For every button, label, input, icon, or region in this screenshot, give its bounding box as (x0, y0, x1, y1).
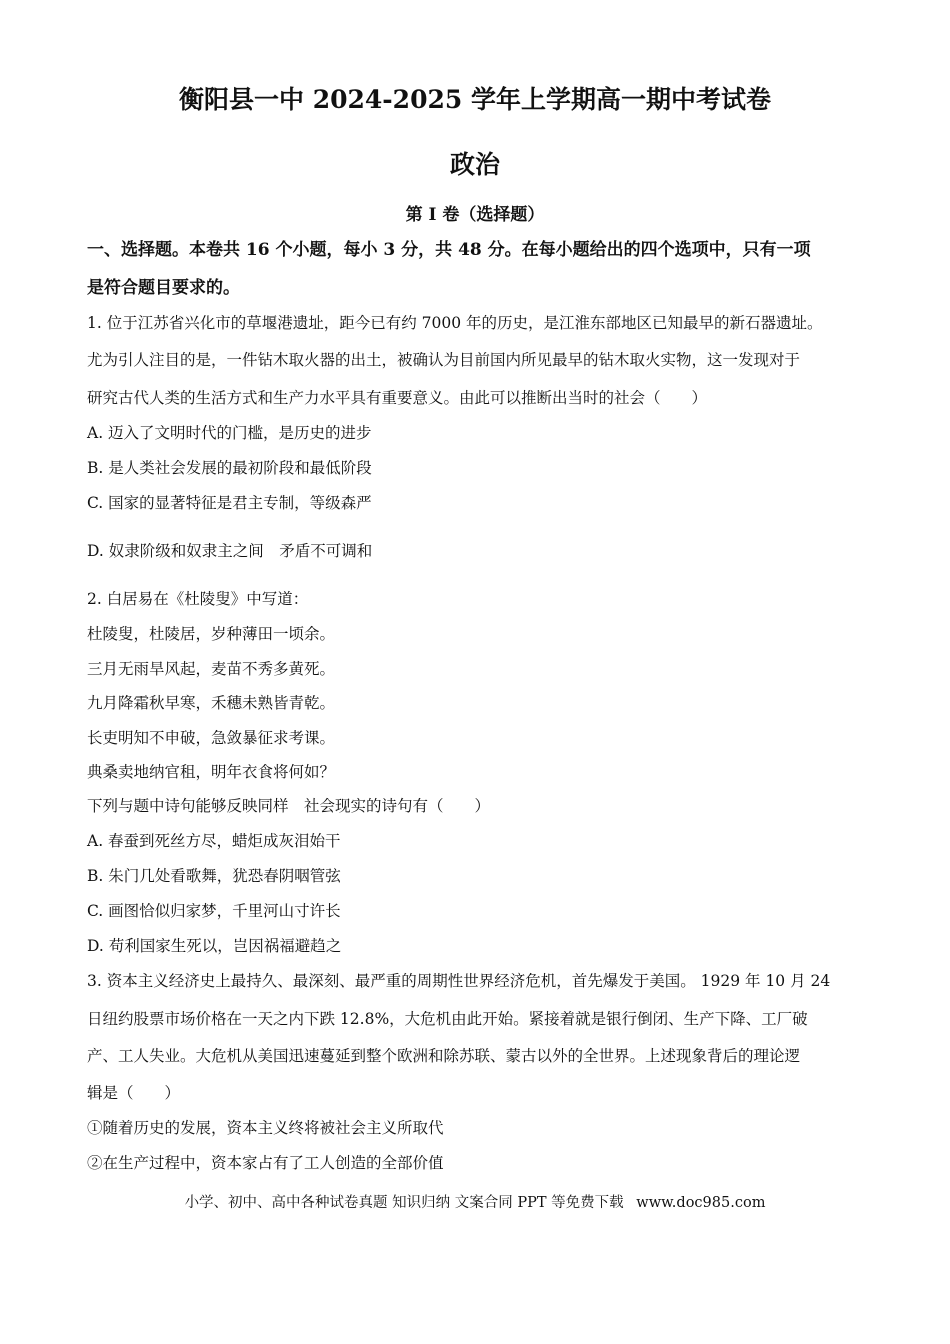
q1-option-c: C. 国家的显著特征是君主专制，等级森严 (87, 494, 372, 512)
q2-stem: 2. 白居易在《杜陵叟》中写道： (87, 590, 309, 608)
q2-poem-line-5: 典桑卖地纳官租，明年衣食将何如？ (87, 763, 336, 781)
footer-url-link[interactable]: www.doc985.com (636, 1195, 766, 1211)
q2-option-c: C. 画图恰似归家梦，千里河山寸许长 (87, 902, 341, 920)
q3-stem-line-2: 日纽约股票市场价格在一天之内下跌 12.8%，大危机由此开始。紧接着就是银行倒闭、生产下降、工厂破 (87, 1010, 808, 1028)
exam-title: 衡阳县一中 2024-2025 学年上学期高一期中考试卷 (179, 85, 771, 114)
q2-poem-line-4: 长吏明知不申破，急敛暴征求考课。 (87, 729, 336, 747)
q1-stem-line-2: 尤为引人注目的是，一件钻木取火器的出土，被确认为目前国内所见最早的钻木取火实物，这一发现对于 (87, 351, 801, 369)
q1-option-d: D. 奴隶阶级和奴隶主之间 矛盾不可调和 (87, 542, 373, 560)
q1-option-b: B. 是人类社会发展的最初阶段和最低阶段 (87, 459, 372, 477)
q3-stem-line-4: 辑是（ ） (87, 1084, 181, 1102)
q1-stem-line-3: 研究古代人类的生活方式和生产力水平具有重要意义。由此可以推断出当时的社会（ ） (87, 389, 708, 407)
q2-poem-line-3: 九月降霜秋早寒，禾穗未熟皆青乾。 (87, 694, 336, 712)
q2-question: 下列与题中诗句能够反映同样 社会现实的诗句有（ ） (87, 797, 491, 815)
q2-poem-line-2: 三月无雨旱风起，麦苗不秀多黄死。 (87, 660, 336, 678)
q2-option-a: A. 春蚕到死丝方尽，蜡炬成灰泪始干 (87, 832, 341, 850)
subject-title: 政治 (449, 150, 500, 179)
q2-option-b: B. 朱门几处看歌舞，犹恐春阴咽管弦 (87, 867, 341, 885)
q3-statement-1: ①随着历史的发展，资本主义终将被社会主义所取代 (87, 1119, 444, 1137)
q3-stem-line-1: 3. 资本主义经济史上最持久、最深刻、最严重的周期性世界经济危机，首先爆发于美国。 1929 年 10 月 24 (87, 972, 831, 990)
section-instructions-line-1: 一、选择题。本卷共 16 个小题，每小 3 分，共 48 分。在每小题给出的四个选项中，只有一项 (87, 240, 811, 260)
q1-option-a: A. 迈入了文明时代的门槛，是历史的进步 (87, 424, 372, 442)
section-instructions-line-2: 是符合题目要求的。 (87, 278, 240, 298)
page-footer (0, 1191, 950, 1212)
q1-stem-line-1: 1. 位于江苏省兴化市的草堰港遗址，距今已有约 7000 年的历史，是江淮东部地区已知最早的新石器遗址。 (87, 314, 823, 332)
volume-heading: 第 I 卷（选择题） (405, 205, 545, 225)
q2-poem-line-1: 杜陵叟，杜陵居，岁种薄田一顷余。 (87, 625, 336, 643)
q3-stem-line-3: 产、工人失业。大危机从美国迅速蔓延到整个欧洲和除苏联、蒙古以外的全世界。上述现象背后的理论逻 (87, 1047, 801, 1065)
q2-option-d: D. 苟利国家生死以，岂因祸福避趋之 (87, 937, 342, 955)
q3-statement-2: ②在生产过程中，资本家占有了工人创造的全部价值 (87, 1154, 444, 1172)
footer-text: 小学、初中、高中各种试卷真题 知识归纳 文案合同 PPT 等免费下载 (184, 1195, 624, 1211)
